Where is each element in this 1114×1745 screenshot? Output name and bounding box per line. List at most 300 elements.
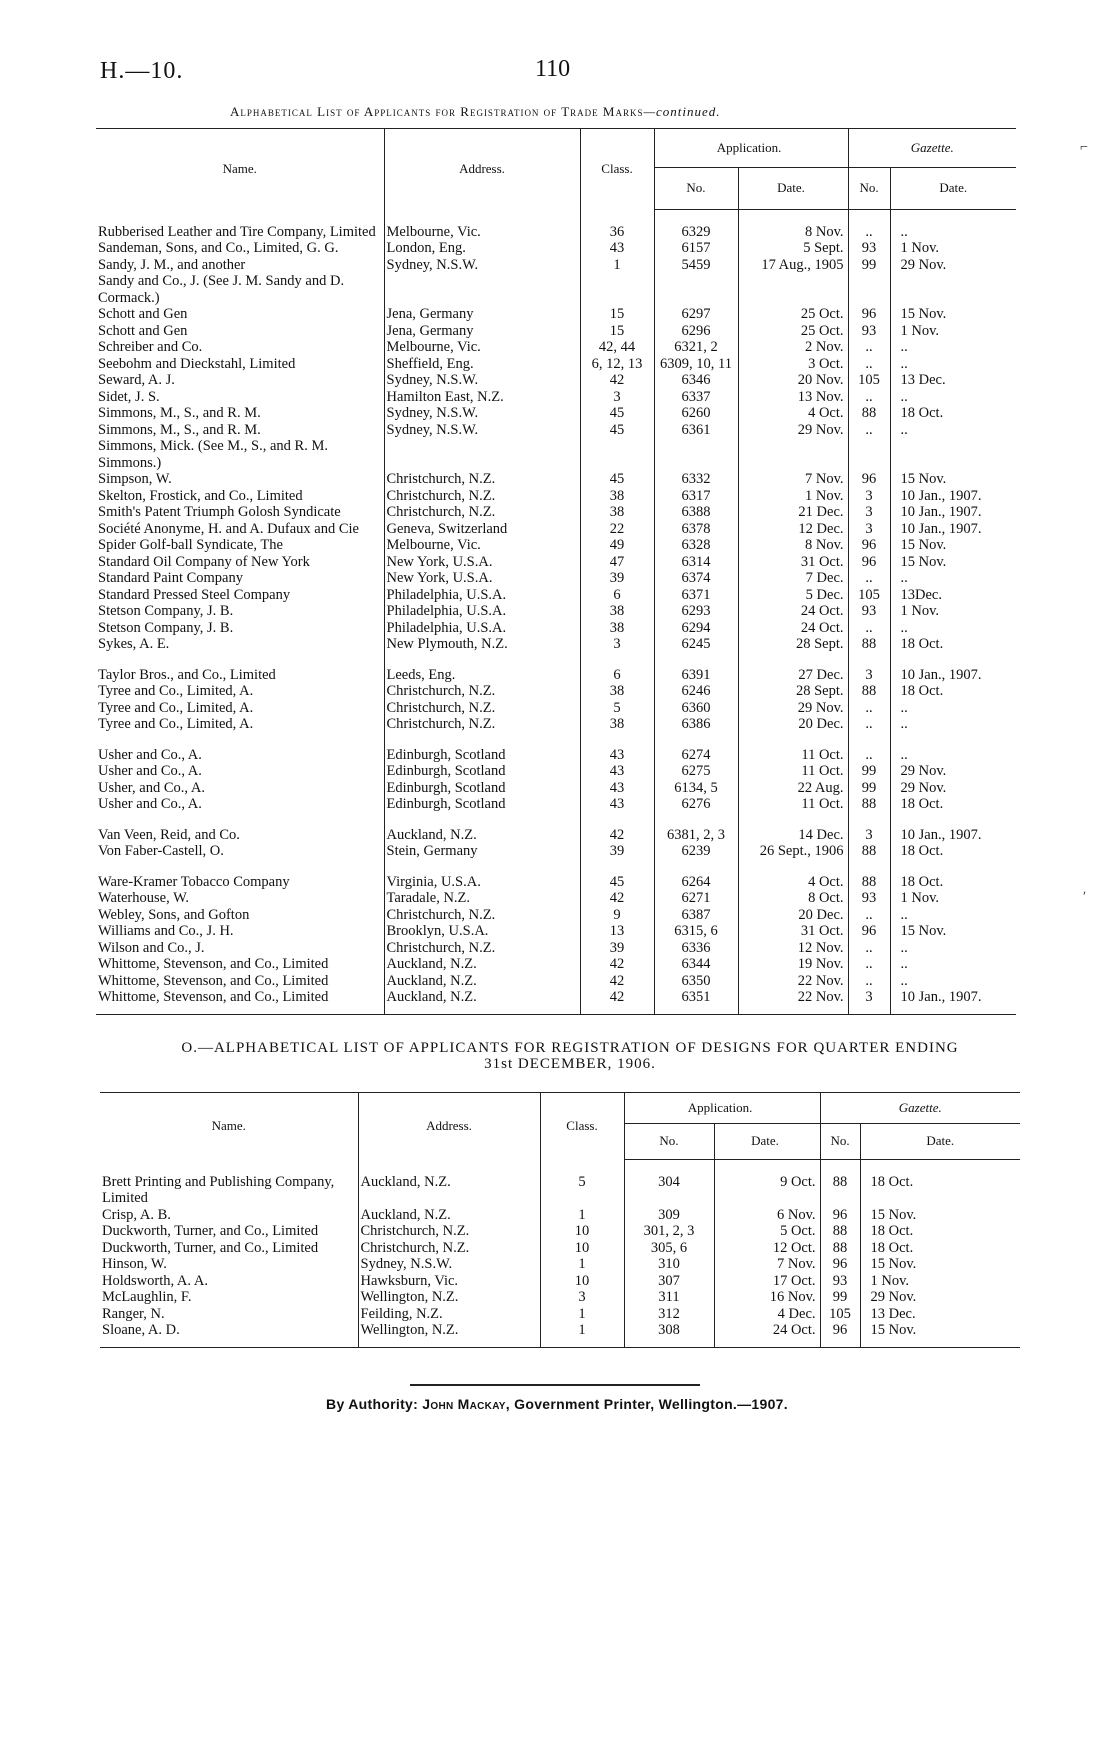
table-row	[96, 521, 1016, 538]
class-value: 6	[580, 587, 654, 604]
gazette-date: 15 Nov.	[900, 923, 947, 939]
application-date: 21 Dec.	[738, 504, 848, 521]
class-value: 38	[580, 683, 654, 700]
application-date: 11 Oct.	[738, 796, 848, 813]
table-row	[96, 372, 1016, 389]
applicant-address: Virginia, U.S.A.	[384, 874, 580, 891]
column-header-app-no: No.	[654, 168, 738, 210]
gazette-number: ..	[848, 907, 890, 924]
application-number: 310	[624, 1256, 714, 1273]
column-header-gazette: Gazette.	[820, 1093, 1020, 1124]
class-value: 10	[540, 1223, 624, 1240]
gazette-date: ..	[900, 619, 908, 636]
applicant-name: Skelton, Frostick, and Co., Limited	[96, 488, 384, 505]
applicant-name: Brett Printing and Publishing Company, Limited	[100, 1174, 358, 1207]
application-number	[654, 273, 738, 306]
applicant-address: Leeds, Eng.	[384, 667, 580, 684]
gazette-date: ..	[900, 956, 908, 972]
applicant-name: Whittome, Stevenson, and Co., Limited	[96, 956, 384, 973]
class-value: 43	[580, 763, 654, 780]
gazette-date: 13Dec.	[900, 586, 942, 603]
gazette-number: ..	[848, 620, 890, 637]
applicant-address: Sydney, N.S.W.	[384, 422, 580, 439]
column-header-gazette: Gazette.	[848, 129, 1016, 168]
class-value: 10	[540, 1273, 624, 1290]
applicant-address: Melbourne, Vic.	[384, 537, 580, 554]
applicant-address: Philadelphia, U.S.A.	[384, 603, 580, 620]
class-value	[580, 438, 654, 471]
table-row	[96, 504, 1016, 521]
application-date: 9 Oct.	[714, 1174, 820, 1207]
application-number: 6346	[654, 372, 738, 389]
application-date: 29 Nov.	[738, 422, 848, 439]
gazette-number: 99	[820, 1289, 860, 1306]
table-row	[96, 956, 1016, 973]
gazette-number: 93	[848, 240, 890, 257]
table-row	[96, 603, 1016, 620]
application-date	[738, 273, 848, 306]
applicant-address: Edinburgh, Scotland	[384, 780, 580, 797]
applicant-address: London, Eng.	[384, 240, 580, 257]
page-number: 110	[535, 56, 571, 82]
table-row	[96, 940, 1016, 957]
applicant-address: Edinburgh, Scotland	[384, 796, 580, 813]
application-date: 26 Sept., 1906	[738, 843, 848, 860]
column-header-address: Address.	[358, 1093, 540, 1160]
application-date: 28 Sept.	[738, 683, 848, 700]
gazette-number: ..	[848, 940, 890, 957]
applicant-address: Geneva, Switzerland	[384, 521, 580, 538]
application-date: 12 Oct.	[714, 1240, 820, 1257]
applicant-name: Van Veen, Reid, and Co.	[96, 827, 384, 844]
application-number: 6388	[654, 504, 738, 521]
application-number: 6374	[654, 570, 738, 587]
application-number: 6329	[654, 224, 738, 241]
table-row	[96, 438, 1016, 471]
gazette-date: ..	[900, 746, 908, 763]
gazette-date: 13 Dec.	[870, 1305, 916, 1322]
applicant-address: Brooklyn, U.S.A.	[384, 923, 580, 940]
column-header-app-date: Date.	[714, 1124, 820, 1160]
designs-table	[100, 1092, 1020, 1348]
applicant-name: Duckworth, Turner, and Co., Limited	[100, 1223, 358, 1240]
gazette-number: ..	[848, 570, 890, 587]
applicant-address: Sydney, N.S.W.	[384, 372, 580, 389]
table-row	[96, 716, 1016, 733]
gazette-number: ..	[848, 224, 890, 241]
applicant-address: Auckland, N.Z.	[384, 973, 580, 990]
trade-marks-title: Alphabetical List of Applicants for Registration of Trade Marks—continued.	[230, 104, 721, 119]
imprint-prefix: By Authority:	[326, 1396, 423, 1412]
applicant-address: Edinburgh, Scotland	[384, 763, 580, 780]
application-date: 4 Dec.	[714, 1306, 820, 1323]
applicant-address: Sheffield, Eng.	[384, 356, 580, 373]
class-value: 6	[580, 667, 654, 684]
applicant-address: Christchurch, N.Z.	[384, 700, 580, 717]
gazette-date: 15 Nov.	[900, 553, 947, 570]
table-row	[96, 620, 1016, 637]
margin-mark: ʹ	[1083, 890, 1087, 905]
application-date: 11 Oct.	[738, 763, 848, 780]
class-value: 39	[580, 843, 654, 860]
application-date: 24 Oct.	[738, 603, 848, 620]
designs-title	[120, 1040, 1020, 1072]
application-number: 6386	[654, 716, 738, 733]
gazette-date: ..	[900, 939, 908, 956]
application-number: 6321, 2	[654, 339, 738, 356]
application-number: 6387	[654, 907, 738, 924]
class-value: 38	[580, 620, 654, 637]
gazette-date: ..	[900, 716, 908, 732]
gazette-number: 93	[848, 603, 890, 620]
applicant-name: Sidet, J. S.	[96, 389, 384, 406]
gazette-date: 15 Nov.	[870, 1256, 917, 1272]
gazette-date	[890, 438, 1016, 471]
application-number: 6309, 10, 11	[654, 356, 738, 373]
designs-title-line1: O.—ALPHABETICAL LIST OF APPLICANTS FOR REGISTRATION OF DESIGNS FOR QUARTER ENDING	[181, 1040, 959, 1056]
gazette-number	[848, 273, 890, 306]
margin-mark: ⌐	[1080, 140, 1088, 155]
table-row	[96, 747, 1016, 764]
application-date: 3 Oct.	[738, 356, 848, 373]
table-row	[96, 796, 1016, 813]
class-value: 42	[580, 989, 654, 1006]
applicant-name: Simpson, W.	[96, 471, 384, 488]
application-number: 309	[624, 1207, 714, 1224]
application-number: 6328	[654, 537, 738, 554]
column-header-class: Class.	[540, 1093, 624, 1160]
applicant-address	[384, 438, 580, 471]
application-date: 22 Nov.	[738, 989, 848, 1006]
gazette-date: 1 Nov.	[870, 1272, 910, 1289]
gazette-number: 99	[848, 780, 890, 797]
gazette-date: 13 Dec.	[900, 372, 946, 388]
class-value: 38	[580, 603, 654, 620]
applicant-name: Williams and Co., J. H.	[96, 923, 384, 940]
table-row	[96, 273, 1016, 306]
class-value: 15	[580, 306, 654, 323]
application-date: 29 Nov.	[738, 700, 848, 717]
table-row	[96, 763, 1016, 780]
application-number: 5459	[654, 257, 738, 274]
gazette-date: 15 Nov.	[900, 537, 947, 553]
applicant-name: Simmons, M., S., and R. M.	[96, 405, 384, 422]
applicant-name: Crisp, A. B.	[100, 1207, 358, 1224]
applicant-name: Stetson Company, J. B.	[96, 603, 384, 620]
table-row	[96, 471, 1016, 488]
application-date: 7 Dec.	[738, 570, 848, 587]
gazette-date: ..	[900, 339, 908, 355]
class-value: 45	[580, 874, 654, 891]
table-row	[100, 1306, 1020, 1323]
gazette-date: 10 Jan., 1907.	[900, 504, 982, 520]
application-number: 6275	[654, 763, 738, 780]
column-header-application: Application.	[654, 129, 848, 168]
application-number: 6351	[654, 989, 738, 1006]
application-number: 6371	[654, 587, 738, 604]
applicant-address: Christchurch, N.Z.	[384, 907, 580, 924]
gazette-number: ..	[848, 956, 890, 973]
table-row	[96, 874, 1016, 891]
class-value: 43	[580, 240, 654, 257]
application-number: 6378	[654, 521, 738, 538]
gazette-date: 1 Nov.	[900, 322, 940, 339]
applicant-address: Jena, Germany	[384, 323, 580, 340]
gazette-date: 1 Nov.	[900, 890, 940, 906]
table-row	[96, 923, 1016, 940]
applicant-name: Sandeman, Sons, and Co., Limited, G. G.	[96, 240, 384, 257]
applicant-name: Whittome, Stevenson, and Co., Limited	[96, 989, 384, 1006]
gazette-date: 29 Nov.	[870, 1289, 917, 1305]
table-row	[96, 224, 1016, 241]
table-row	[96, 570, 1016, 587]
gazette-number: 88	[820, 1240, 860, 1257]
application-date: 31 Oct.	[738, 923, 848, 940]
class-value	[580, 273, 654, 306]
table-row	[100, 1240, 1020, 1257]
class-value: 3	[580, 389, 654, 406]
application-date: 20 Nov.	[738, 372, 848, 389]
gazette-date: 18 Oct.	[900, 873, 944, 890]
table-row	[100, 1207, 1020, 1224]
application-number: 6246	[654, 683, 738, 700]
imprint-suffix: , Government Printer, Wellington.—1907.	[505, 1396, 788, 1412]
gazette-date: ..	[900, 388, 908, 405]
applicant-address: Christchurch, N.Z.	[384, 504, 580, 521]
imprint-footer	[0, 1396, 1114, 1412]
applicant-name: Usher and Co., A.	[96, 763, 384, 780]
application-date: 2 Nov.	[738, 339, 848, 356]
gazette-number: 3	[848, 488, 890, 505]
class-value: 39	[580, 570, 654, 587]
application-number: 312	[624, 1306, 714, 1323]
gazette-date: 15 Nov.	[900, 306, 947, 322]
table-row	[96, 323, 1016, 340]
application-number: 311	[624, 1289, 714, 1306]
class-value: 1	[540, 1322, 624, 1339]
class-value: 22	[580, 521, 654, 538]
application-date: 4 Oct.	[738, 874, 848, 891]
applicant-name: Tyree and Co., Limited, A.	[96, 700, 384, 717]
applicant-name: Sandy and Co., J. (See J. M. Sandy and D. Cormack.)	[96, 273, 384, 306]
application-date: 16 Nov.	[714, 1289, 820, 1306]
gazette-number: 93	[820, 1273, 860, 1290]
applicant-name: Seward, A. J.	[96, 372, 384, 389]
table-row	[96, 537, 1016, 554]
table-row	[96, 422, 1016, 439]
table-row	[96, 683, 1016, 700]
document-reference: H.—10.	[100, 58, 184, 84]
table-row	[96, 488, 1016, 505]
application-number: 6314	[654, 554, 738, 571]
designs-title-line2: 31st DECEMBER, 1906.	[484, 1056, 656, 1072]
gazette-number: ..	[848, 389, 890, 406]
class-value: 42	[580, 372, 654, 389]
column-header-gaz-no: No.	[848, 168, 890, 210]
application-number	[654, 438, 738, 471]
column-header-app-no: No.	[624, 1124, 714, 1160]
gazette-number: 88	[848, 405, 890, 422]
applicant-name: Von Faber-Castell, O.	[96, 843, 384, 860]
gazette-date: 10 Jan., 1907.	[900, 989, 982, 1005]
applicant-name: Standard Oil Company of New York	[96, 554, 384, 571]
table-row	[96, 973, 1016, 990]
gazette-date: 18 Oct.	[870, 1239, 914, 1256]
gazette-date: 18 Oct.	[900, 405, 944, 421]
gazette-date: 10 Jan., 1907.	[900, 666, 982, 683]
applicant-name: Simmons, M., S., and R. M.	[96, 422, 384, 439]
application-number: 6337	[654, 389, 738, 406]
class-value: 39	[580, 940, 654, 957]
applicant-address: New York, U.S.A.	[384, 554, 580, 571]
applicant-name: Seebohm and Dieckstahl, Limited	[96, 356, 384, 373]
application-number: 6239	[654, 843, 738, 860]
gazette-number: 96	[848, 306, 890, 323]
application-number: 301, 2, 3	[624, 1223, 714, 1240]
applicant-address: Sydney, N.S.W.	[384, 405, 580, 422]
application-number: 307	[624, 1273, 714, 1290]
application-date: 8 Oct.	[738, 890, 848, 907]
class-value: 42	[580, 973, 654, 990]
applicant-address: Christchurch, N.Z.	[384, 471, 580, 488]
column-header-class: Class.	[580, 129, 654, 210]
applicant-address: Auckland, N.Z.	[384, 827, 580, 844]
application-number: 6317	[654, 488, 738, 505]
class-value: 43	[580, 780, 654, 797]
gazette-date: 29 Nov.	[900, 763, 947, 779]
application-date: 5 Oct.	[714, 1223, 820, 1240]
applicant-name: Taylor Bros., and Co., Limited	[96, 667, 384, 684]
application-number: 6271	[654, 890, 738, 907]
applicant-address: Philadelphia, U.S.A.	[384, 620, 580, 637]
gazette-number: 99	[848, 763, 890, 780]
applicant-address: Sydney, N.S.W.	[358, 1256, 540, 1273]
gazette-number: 3	[848, 827, 890, 844]
class-value: 10	[540, 1240, 624, 1257]
gazette-number: 88	[848, 796, 890, 813]
column-header-name: Name.	[100, 1093, 358, 1160]
gazette-number: 105	[848, 587, 890, 604]
applicant-address: Taradale, N.Z.	[384, 890, 580, 907]
applicant-address: Christchurch, N.Z.	[358, 1240, 540, 1257]
application-number: 6134, 5	[654, 780, 738, 797]
applicant-name: Simmons, Mick. (See M., S., and R. M. Simmons.)	[96, 438, 384, 471]
gazette-number: ..	[848, 747, 890, 764]
class-value: 45	[580, 405, 654, 422]
application-date: 8 Nov.	[738, 224, 848, 241]
table-row	[100, 1289, 1020, 1306]
table-row	[96, 356, 1016, 373]
application-number: 6350	[654, 973, 738, 990]
application-date: 25 Oct.	[738, 306, 848, 323]
application-date: 20 Dec.	[738, 716, 848, 733]
gazette-number: 96	[820, 1322, 860, 1339]
table-row	[96, 240, 1016, 257]
applicant-address: Christchurch, N.Z.	[384, 940, 580, 957]
application-date: 7 Nov.	[714, 1256, 820, 1273]
application-date: 11 Oct.	[738, 747, 848, 764]
gazette-date: 18 Oct.	[900, 796, 944, 812]
trade-marks-table	[96, 128, 1016, 1015]
gazette-number: 88	[848, 636, 890, 653]
gazette-date: 1 Nov.	[900, 240, 940, 256]
application-date: 12 Dec.	[738, 521, 848, 538]
applicant-address: Hawksburn, Vic.	[358, 1273, 540, 1290]
gazette-number: 88	[848, 874, 890, 891]
gazette-date: ..	[900, 906, 908, 923]
gazette-number: ..	[848, 700, 890, 717]
table-row	[96, 843, 1016, 860]
table-row	[96, 587, 1016, 604]
application-date: 24 Oct.	[714, 1322, 820, 1339]
class-value: 38	[580, 488, 654, 505]
application-number: 6276	[654, 796, 738, 813]
applicant-name: Hinson, W.	[100, 1256, 358, 1273]
class-value: 42	[580, 956, 654, 973]
application-number: 6294	[654, 620, 738, 637]
applicant-address: Melbourne, Vic.	[384, 224, 580, 241]
application-date: 31 Oct.	[738, 554, 848, 571]
class-value: 5	[580, 700, 654, 717]
applicant-name: Usher and Co., A.	[96, 796, 384, 813]
gazette-number: ..	[848, 973, 890, 990]
application-number: 6361	[654, 422, 738, 439]
gazette-number: 99	[848, 257, 890, 274]
application-date: 4 Oct.	[738, 405, 848, 422]
applicant-address: Edinburgh, Scotland	[384, 747, 580, 764]
gazette-number: 3	[848, 989, 890, 1006]
table-row	[100, 1322, 1020, 1339]
applicant-name: Schreiber and Co.	[96, 339, 384, 356]
gazette-number: 96	[848, 923, 890, 940]
application-number: 6157	[654, 240, 738, 257]
table-row	[100, 1174, 1020, 1207]
applicant-address: Auckland, N.Z.	[358, 1207, 540, 1224]
gazette-number	[848, 438, 890, 471]
class-value: 1	[580, 257, 654, 274]
application-number: 6315, 6	[654, 923, 738, 940]
applicant-address: Auckland, N.Z.	[358, 1174, 540, 1207]
class-value: 6, 12, 13	[580, 356, 654, 373]
applicant-name: Schott and Gen	[96, 323, 384, 340]
gazette-number: 105	[820, 1306, 860, 1323]
applicant-name: Spider Golf-ball Syndicate, The	[96, 537, 384, 554]
application-date	[738, 438, 848, 471]
class-value: 42, 44	[580, 339, 654, 356]
applicant-name: Standard Paint Company	[96, 570, 384, 587]
table-row	[96, 554, 1016, 571]
application-date: 17 Oct.	[714, 1273, 820, 1290]
gazette-date: 15 Nov.	[870, 1206, 917, 1223]
application-number: 6360	[654, 700, 738, 717]
class-value: 47	[580, 554, 654, 571]
application-date: 22 Aug.	[738, 780, 848, 797]
table-row	[96, 827, 1016, 844]
gazette-number: 3	[848, 521, 890, 538]
application-number: 6332	[654, 471, 738, 488]
table-row	[96, 907, 1016, 924]
gazette-number: 96	[848, 537, 890, 554]
class-value: 43	[580, 747, 654, 764]
table-row	[96, 306, 1016, 323]
class-value: 36	[580, 224, 654, 241]
column-header-address: Address.	[384, 129, 580, 210]
applicant-name: Ware-Kramer Tobacco Company	[96, 874, 384, 891]
footer-rule	[410, 1384, 700, 1386]
table-row	[100, 1273, 1020, 1290]
class-value: 49	[580, 537, 654, 554]
application-date: 19 Nov.	[738, 956, 848, 973]
